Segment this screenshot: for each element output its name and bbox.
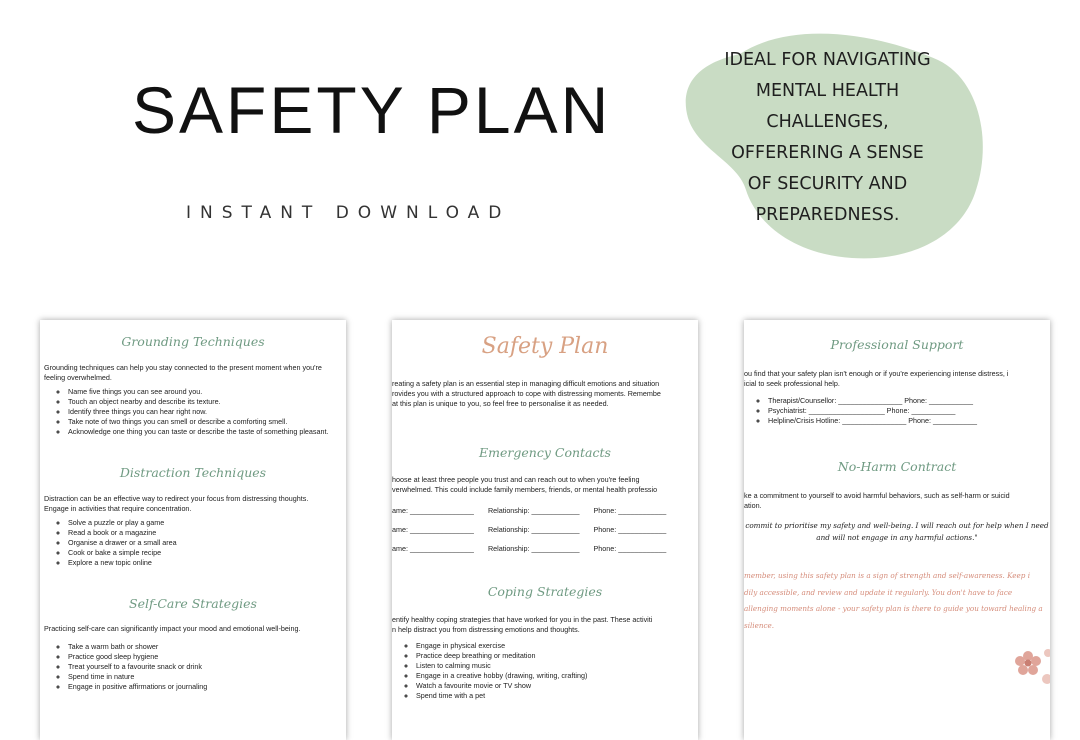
paragraph-line: reating a safety plan is an essential step in managing difficult emotions and situation <box>392 379 660 388</box>
paragraph-line: verwhelmed. This could include family members, friends, or mental health professio <box>392 485 658 494</box>
list-item: ◦ Acknowledge one thing you can taste or describe the taste of something pleasant. <box>68 427 344 437</box>
list-item: ◦ Engage in positive affirmations or journaling <box>68 682 344 692</box>
selfcare-list <box>44 642 344 692</box>
list-item: ◦ Helpline/Crisis Hotline: ________________ Phone: ___________ <box>768 416 1050 426</box>
paragraph-line: rovides you with a structured approach to cope with distressing moments. Remembe <box>392 389 661 398</box>
list-item: ◦ Therapist/Counsellor: ________________ Phone: ___________ <box>768 396 1050 406</box>
professional-list <box>744 396 1050 426</box>
reminder-line: dily accessible, and review and update it regularly. You don't have to face <box>744 587 1013 597</box>
paragraph-line: hoose at least three people you trust and can reach out to when you're feeling <box>392 475 640 484</box>
callout-line: OF SECURITY AND <box>747 174 908 194</box>
section-title-coping: Coping Strategies <box>487 584 603 599</box>
section-title-emergency: Emergency Contacts <box>479 445 611 460</box>
contact-name-field: ame: ________________ <box>392 525 474 534</box>
paragraph-line: n help distract you from distressing emotions and thoughts. <box>392 625 580 634</box>
contact-relationship-field: Relationship: ____________ <box>487 525 580 534</box>
flower-decoration-icon <box>1010 645 1050 695</box>
section-title-noharm: No-Harm Contract <box>837 459 957 474</box>
callout-line: CHALLENGES, <box>766 112 889 132</box>
callout-line: IDEAL FOR NAVIGATING <box>724 50 931 70</box>
grounding-list <box>44 387 344 437</box>
list-item: ◦ Explore a new topic online <box>68 558 344 568</box>
worksheet-title: Safety Plan <box>481 334 609 359</box>
reminder-line: silience. <box>744 620 775 630</box>
reminder-line: allenging moments alone - your safety plan is there to guide you toward healing a <box>744 604 1043 613</box>
contact-relationship-field: Relationship: ____________ <box>487 506 580 515</box>
reminder-line: member, using this safety plan is a sign of strength and self-awareness. Keep i <box>744 571 1030 580</box>
contact-relationship-field: Relationship: ____________ <box>487 544 580 553</box>
section-title-distraction: Distraction Techniques <box>119 465 267 480</box>
page-title: SAFETY PLAN <box>132 73 612 147</box>
list-item: ◦ Solve a puzzle or play a game <box>68 518 344 528</box>
list-item: ◦ Organise a drawer or a small area <box>68 538 344 548</box>
list-item: ◦ Watch a favourite movie or TV show <box>416 681 698 691</box>
list-item: ◦ Practice good sleep hygiene <box>68 652 344 662</box>
reminder-note <box>744 568 1050 634</box>
list-item: ◦ Treat yourself to a favourite snack or drink <box>68 662 344 672</box>
paragraph-line: Engage in activities that require concentration. <box>44 504 192 513</box>
worksheet-page-support <box>744 320 1050 740</box>
list-item: ◦ Read a book or a magazine <box>68 528 344 538</box>
paragraph-line: ou find that your safety plan isn't enough or if you're experiencing intense distress, i <box>744 369 1009 378</box>
list-item: ◦ Psychiatrist: ___________________ Phone: ___________ <box>768 406 1050 416</box>
callout-line: OFFERERING A SENSE <box>731 143 924 163</box>
callout-line: PREPAREDNESS. <box>755 205 900 225</box>
paragraph-line: Practicing self-care can significantly impact your mood and emotional well-being. <box>44 624 301 633</box>
list-item: ◦ Cook or bake a simple recipe <box>68 548 344 558</box>
section-title-grounding: Grounding Techniques <box>121 334 265 349</box>
contact-phone-field: Phone: ____________ <box>593 525 667 534</box>
list-item: ◦ Take a warm bath or shower <box>68 642 344 652</box>
list-item: ◦ Practice deep breathing or meditation <box>416 651 698 661</box>
coping-list <box>392 641 698 701</box>
list-item: ◦ Touch an object nearby and describe its texture. <box>68 397 344 407</box>
paragraph-line: icial to seek professional help. <box>744 379 840 388</box>
page-subtitle: INSTANT DOWNLOAD <box>186 203 511 223</box>
contact-phone-field: Phone: ____________ <box>593 506 667 515</box>
list-item: ◦ Identify three things you can hear right now. <box>68 407 344 417</box>
contact-phone-field: Phone: ____________ <box>593 544 667 553</box>
list-item: ◦ Spend time in nature <box>68 672 344 682</box>
callout-line: MENTAL HEALTH <box>755 81 900 101</box>
paragraph-line: at this plan is unique to you, so feel free to personalise it as needed. <box>392 399 609 408</box>
contact-rows <box>392 506 698 554</box>
paragraph-line: feeling overwhelmed. <box>44 373 112 382</box>
paragraph-line: entify healthy coping strategies that have worked for you in the past. These activiti <box>392 615 653 624</box>
worksheet-page-safety-plan <box>392 320 698 740</box>
callout-text <box>690 45 965 231</box>
list-item: ◦ Take note of two things you can smell or describe a comforting smell. <box>68 417 344 427</box>
contact-row <box>392 506 698 516</box>
list-item: ◦ Name five things you can see around you. <box>68 387 344 397</box>
list-item: ◦ Engage in physical exercise <box>416 641 698 651</box>
paragraph-line: Distraction can be an effective way to redirect your focus from distressing thoughts. <box>44 494 309 503</box>
worksheet-page-grounding <box>40 320 346 740</box>
list-item: ◦ Engage in a creative hobby (drawing, writing, crafting) <box>416 671 698 681</box>
commitment-quote <box>744 520 1050 544</box>
quote-line: commit to prioritise my safety and well-being. I will reach out for help when I need <box>745 521 1049 530</box>
contact-row <box>392 525 698 535</box>
paragraph-line: Grounding techniques can help you stay connected to the present moment when you're <box>44 363 322 372</box>
paragraph-line: ke a commitment to yourself to avoid harmful behaviors, such as self-harm or suicid <box>744 491 1010 500</box>
quote-line: and will not engage in any harmful actions." <box>816 533 978 542</box>
contact-row <box>392 544 698 554</box>
contact-name-field: ame: ________________ <box>392 544 474 553</box>
contact-name-field: ame: ________________ <box>392 506 474 515</box>
list-item: ◦ Listen to calming music <box>416 661 698 671</box>
distraction-list <box>44 518 344 568</box>
section-title-selfcare: Self-Care Strategies <box>129 596 257 611</box>
section-title-professional: Professional Support <box>830 337 964 352</box>
paragraph-line: ation. <box>744 501 762 510</box>
list-item: ◦ Spend time with a pet <box>416 691 698 701</box>
